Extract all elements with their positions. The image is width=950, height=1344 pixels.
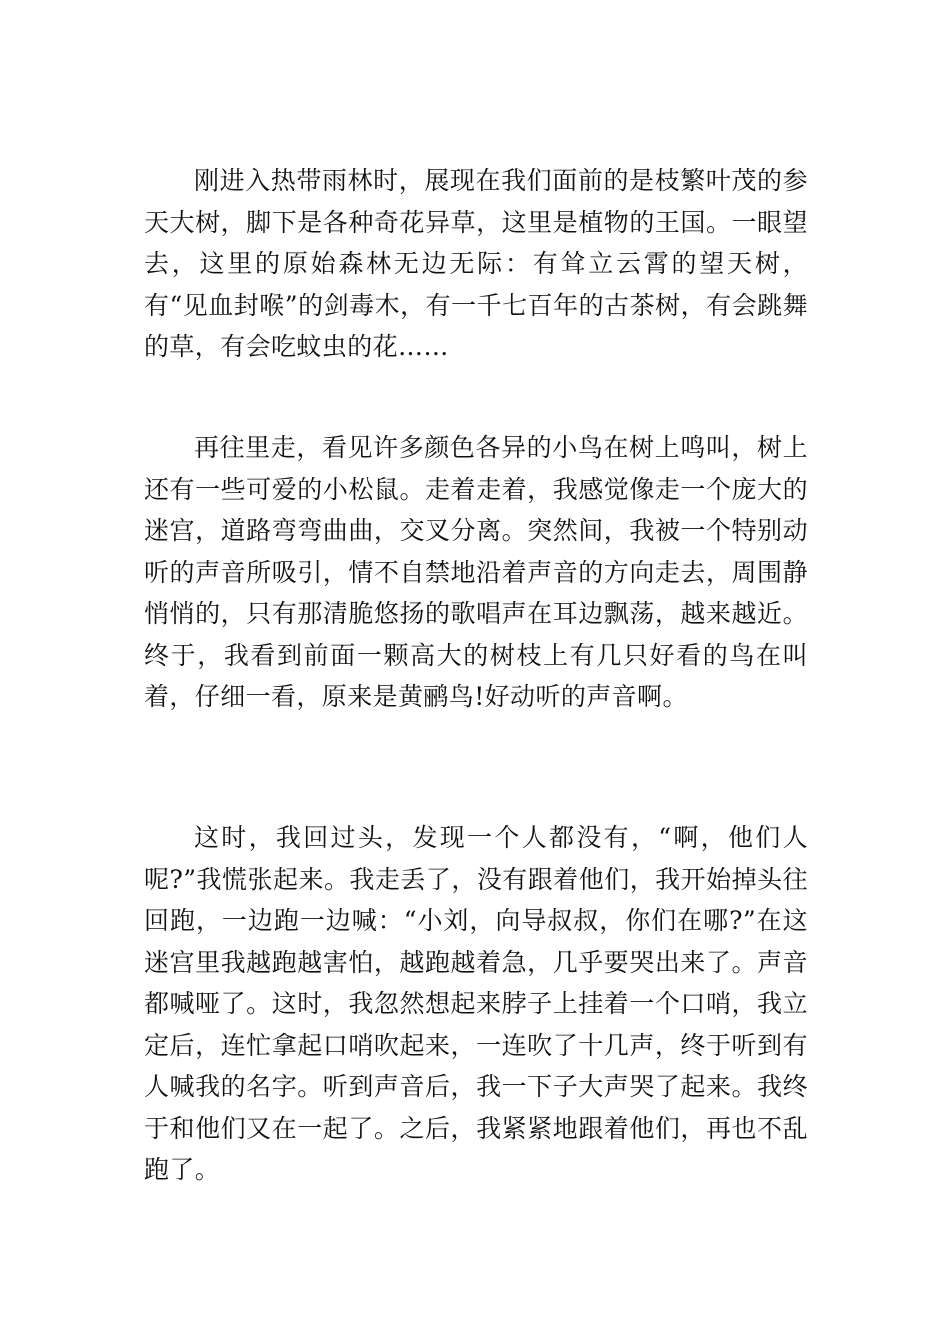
paragraph-birds-and-maze: 再往里走，看见许多颜色各异的小鸟在树上鸣叫，树上还有一些可爱的小松鼠。走着走着，我感觉像走一个庞大的迷宫，道路弯弯曲曲，交叉分离。突然间，我被一个特别动听的声音所吸引，情不自禁地沿着声音的方向走去，周围静悄悄的，只有那清脆悠扬的歌唱声在耳边飘荡，越来越近。终于，我看到前面一颗高大的树枝上有几只好看的鸟在叫着，仔细一看，原来是黄鹂鸟!好动听的声音啊。	[144, 433, 808, 711]
paragraph-rainforest-entrance: 刚进入热带雨林时，展现在我们面前的是枝繁叶茂的参天大树，脚下是各种奇花异草，这里是植物的王国。一眼望去，这里的原始森林无边无际：有耸立云霄的望天树，有“见血封喉”的剑毒木，有一千七百年的古茶树，有会跳舞的草，有会吃蚊虫的花……	[144, 166, 808, 361]
paragraph-lost-and-found: 这时，我回过头，发现一个人都没有，“啊，他们人呢?”我慌张起来。我走丢了，没有跟着他们，我开始掉头往回跑，一边跑一边喊：“小刘，向导叔叔，你们在哪?”在这迷宫里我越跑越害怕，越跑越着急，几乎要哭出来了。声音都喊哑了。这时，我忽然想起来脖子上挂着一个口哨，我立定后，连忙拿起口哨吹起来，一连吹了十几声，终于听到有人喊我的名字。听到声音后，我一下子大声哭了起来。我终于和他们又在一起了。之后，我紧紧地跟着他们，再也不乱跑了。	[144, 823, 808, 1184]
